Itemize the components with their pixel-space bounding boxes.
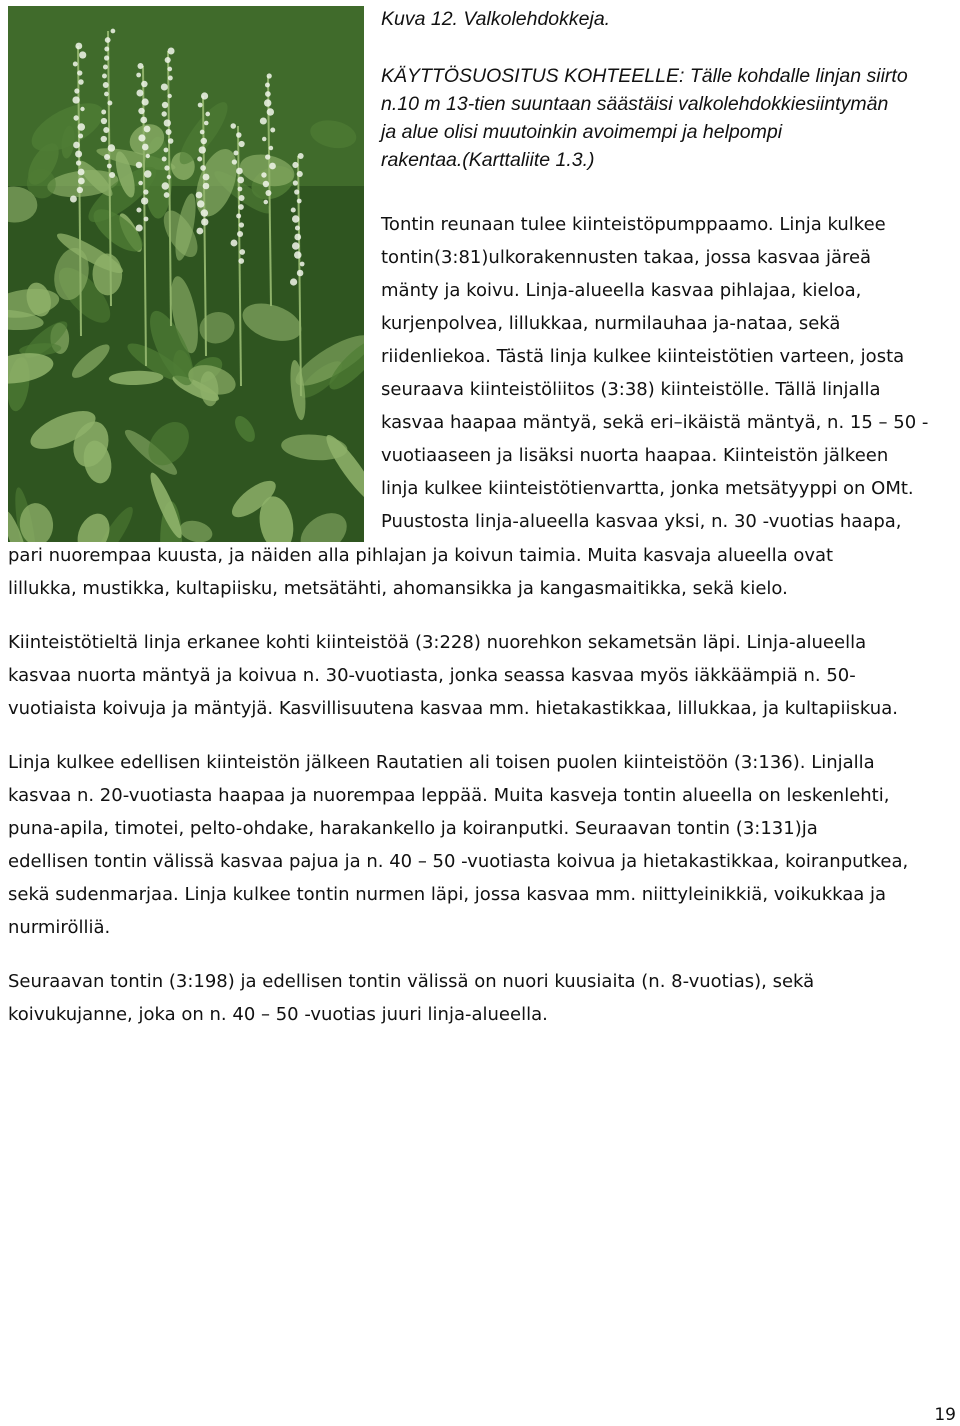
orchid-photo-illustration: [8, 6, 364, 542]
text-line: vuotiaista koivuja ja mäntyjä. Kasvillisuutena kasvaa mm. hietakastikkaa, lillukkaa, ja kultapiiskua.: [8, 698, 898, 719]
recommendation-line: n.10 m 13-tien suuntaan säästäisi valkolehdokkiesiintymän: [381, 93, 889, 115]
text-line: pari nuorempaa kuusta, ja näiden alla pihlajan ja koivun taimia. Muita kasvaja alueella ovat: [8, 545, 834, 566]
recommendation-line: KÄYTTÖSUOSITUS KOHTEELLE: Tälle kohdalle linjan siirto: [381, 65, 908, 87]
paragraph-1-continued: [8, 539, 956, 605]
text-line: kasvaa n. 20-vuotiasta haapaa ja nuorempaa leppää. Muita kasveja tontin alueella on leskenlehti,: [8, 785, 890, 806]
text-line: lillukka, mustikka, kultapiisku, metsätähti, ahomansikka ja kangasmaitikka, sekä kielo.: [8, 578, 788, 599]
text-line: seuraava kiinteistöliitos (3:38) kiinteistölle. Tällä linjalla: [381, 379, 881, 400]
text-line: vuotiaaseen ja lisäksi nuorta haapaa. Kiinteistön jälkeen: [381, 445, 889, 466]
text-line: Tontin reunaan tulee kiinteistöpumppaamo. Linja kulkee: [381, 214, 886, 235]
recommendation-note: [381, 62, 956, 174]
recommendation-line: rakentaa.(Karttaliite 1.3.): [381, 149, 595, 171]
text-line: riidenliekoa. Tästä linja kulkee kiinteistötien varteen, josta: [381, 346, 905, 367]
figure-caption: Kuva 12. Valkolehdokkeja.: [381, 8, 611, 30]
text-line: tontin(3:81)ulkorakennusten takaa, jossa kasvaa järeä: [381, 247, 872, 268]
paragraph-3: [8, 746, 956, 944]
text-line: Puustosta linja-alueella kasvaa yksi, n. 30 -vuotias haapa,: [381, 511, 902, 532]
text-line: koivukujanne, joka on n. 40 – 50 -vuotias juuri linja-alueella.: [8, 1004, 548, 1025]
text-line: kasvaa haapaa mäntyä, sekä eri–ikäistä mäntyä, n. 15 – 50 -: [381, 412, 929, 433]
text-line: Kiinteistötieltä linja erkanee kohti kiinteistöä (3:228) nuorehkon sekametsän läpi. Linja-alueella: [8, 632, 867, 653]
page-number: 19: [934, 1405, 956, 1425]
paragraph-4: [8, 965, 956, 1031]
text-line: nurmirölliä.: [8, 917, 111, 938]
paragraph-2: [8, 626, 956, 725]
paragraph-1-beside-image: [381, 208, 956, 538]
text-line: edellisen tontin välissä kasvaa pajua ja n. 40 – 50 -vuotiasta koivua ja hietakastikkaa, koiranputkea,: [8, 851, 909, 872]
text-line: linja kulkee kiinteistötienvartta, jonka metsätyyppi on OMt.: [381, 478, 914, 499]
caption-block: [381, 5, 956, 174]
body-text: [8, 539, 956, 1031]
text-line: Linja kulkee edellisen kiinteistön jälkeen Rautatien ali toisen puolen kiinteistöön (3:136). Linjalla: [8, 752, 875, 773]
text-line: kurjenpolvea, lillukkaa, nurmilauhaa ja-nataa, sekä: [381, 313, 841, 334]
recommendation-line: ja alue olisi muutoinkin avoimempi ja helpompi: [381, 121, 783, 143]
text-line: mänty ja koivu. Linja-alueella kasvaa pihlajaa, kieloa,: [381, 280, 862, 301]
text-line: Seuraavan tontin (3:198) ja edellisen tontin välissä on nuori kuusiaita (n. 8-vuotias), sekä: [8, 971, 815, 992]
text-line: kasvaa nuorta mäntyä ja koivua n. 30-vuotiasta, jonka seassa kasvaa myös iäkkäämpiä n. 50-: [8, 665, 856, 686]
text-line: sekä sudenmarjaa. Linja kulkee tontin nurmen läpi, jossa kasvaa mm. niittyleinikkiä, voikukkaa ja: [8, 884, 887, 905]
text-line: puna-apila, timotei, pelto-ohdake, harakankello ja koiranputki. Seuraavan tontin (3:131)ja: [8, 818, 818, 839]
orchid-photo: [8, 6, 364, 542]
